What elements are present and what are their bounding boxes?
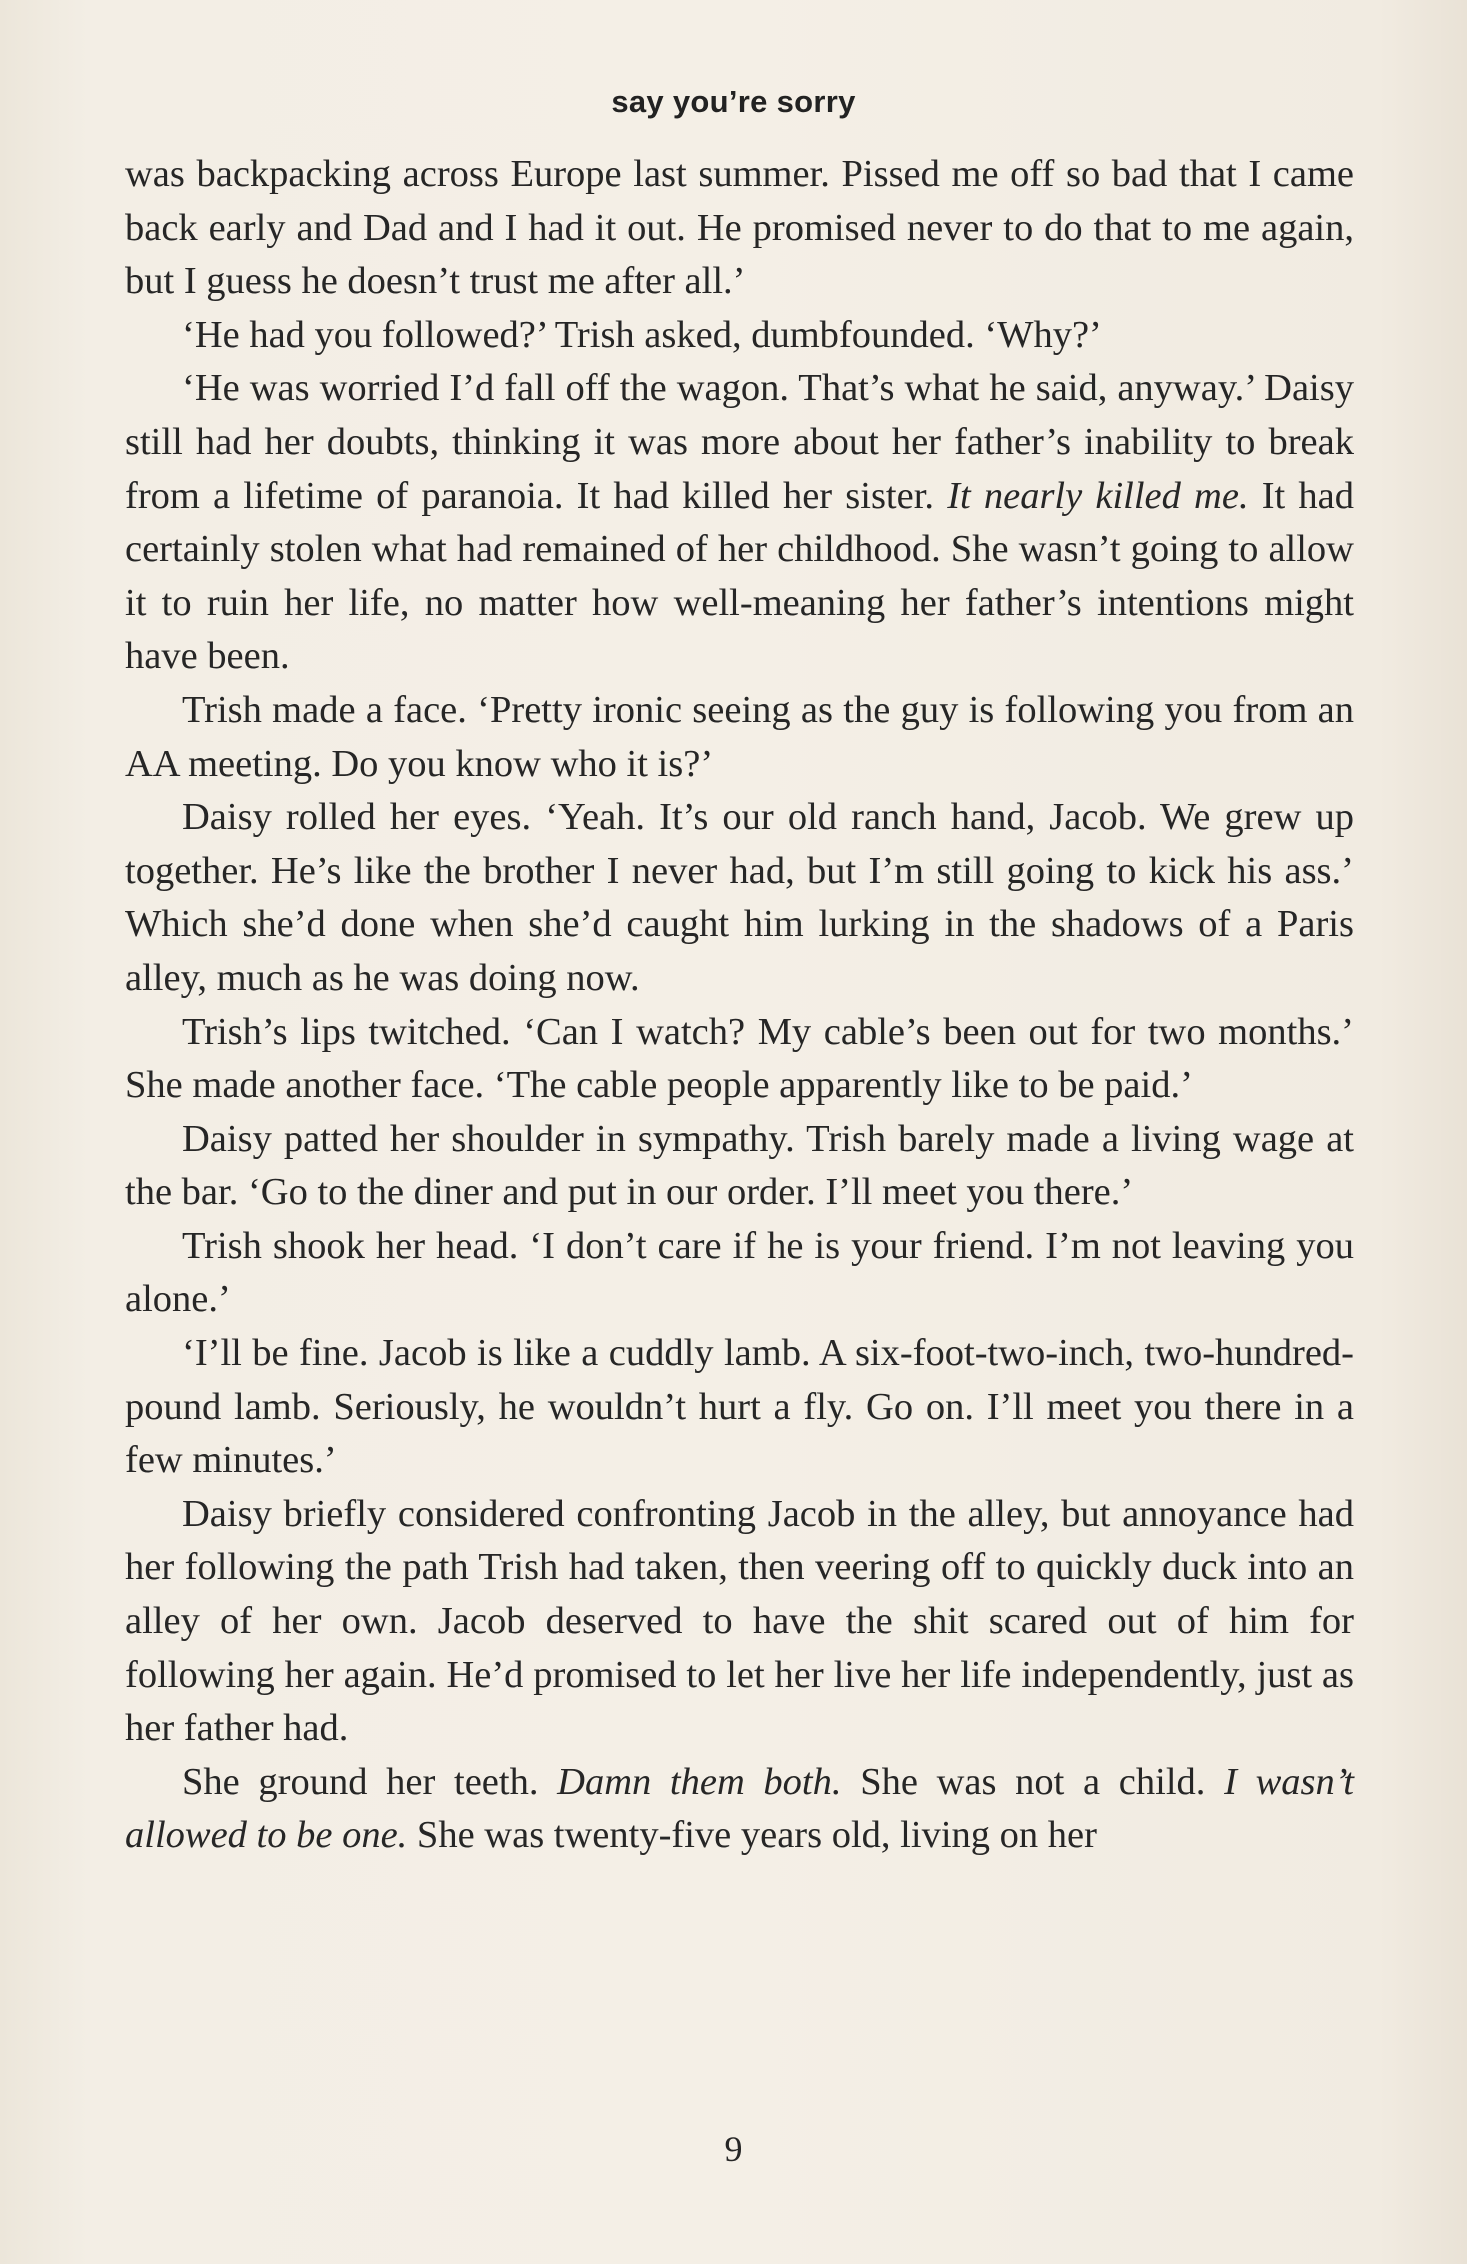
paragraph: was backpacking across Europe last summer. Pissed me off so bad that I came back early and Dad and I had it out. He promised never to do that to me again, but I guess he doesn’t trust me after all.’ (125, 153, 1354, 303)
running-header: say you’re sorry (611, 84, 856, 119)
body-text (125, 148, 1354, 1863)
paragraph: Daisy briefly considered confronting Jacob in the alley, but annoyance had her following the path Trish had taken, then veering off to quickly duck into an alley of her own. Jacob deserved to have the shit scared out of him for following her again. He’d promised to let her live her life independently, just as her father had. (125, 1492, 1354, 1750)
text-run: She ground her teeth. (182, 1760, 558, 1803)
text-run: She was twenty-five years old, living on her (407, 1814, 1097, 1857)
paragraph: Trish’s lips twitched. ‘Can I watch? My cable’s been out for two months.’ She made another face. ‘The cable people apparently like to be paid.’ (125, 1010, 1354, 1107)
paragraph: ‘He had you followed?’ Trish asked, dumbfounded. ‘Why?’ (182, 313, 1102, 356)
italic-text: I wasn’t allowed to be one. (125, 1760, 1355, 1857)
paragraph: Daisy patted her shoulder in sympathy. Trish barely made a living wage at the bar. ‘Go to the diner and put in our order. I’ll meet you there.’ (125, 1117, 1354, 1214)
italic-text: It nearly killed me. (947, 474, 1249, 517)
italic-text: Damn them both. (557, 1760, 842, 1803)
paragraph: ‘I’ll be fine. Jacob is like a cuddly lamb. A six-foot-two-inch, two-hundred-pound lamb. Seriously, he wouldn’t hurt a fly. Go on. I’ll meet you there in a few minutes.’ (125, 1332, 1354, 1482)
text-run: It had certainly stolen what had remained of her childhood. She wasn’t going to allow it to ruin her life, no matter how well-meaning her father’s intentions might have been. (125, 474, 1355, 678)
paragraph: Daisy rolled her eyes. ‘Yeah. It’s our old ranch hand, Jacob. We grew up together. He’s like the brother I never had, but I’m still going to kick his ass.’ Which she’d done when she’d caught him lurking in the shadows of a Paris alley, much as he was doing now. (125, 796, 1354, 999)
page-number: 9 (724, 2129, 743, 2169)
paragraph (125, 1756, 1354, 1863)
paragraph (125, 362, 1354, 684)
text-run: She was not a child. (841, 1760, 1225, 1803)
paragraph: Trish made a face. ‘Pretty ironic seeing as the guy is following you from an AA meeting. Do you know who it is?’ (125, 688, 1354, 785)
paragraph: Trish shook her head. ‘I don’t care if he is your friend. I’m not leaving you alone.’ (125, 1224, 1354, 1321)
text-run: ‘He was worried I’d fall off the wagon. That’s what he said, anyway.’ Daisy still had her doubts, thinking it was more about her father’s inability to break from a lifetime of paranoia. It had killed her sister. (125, 367, 1354, 517)
